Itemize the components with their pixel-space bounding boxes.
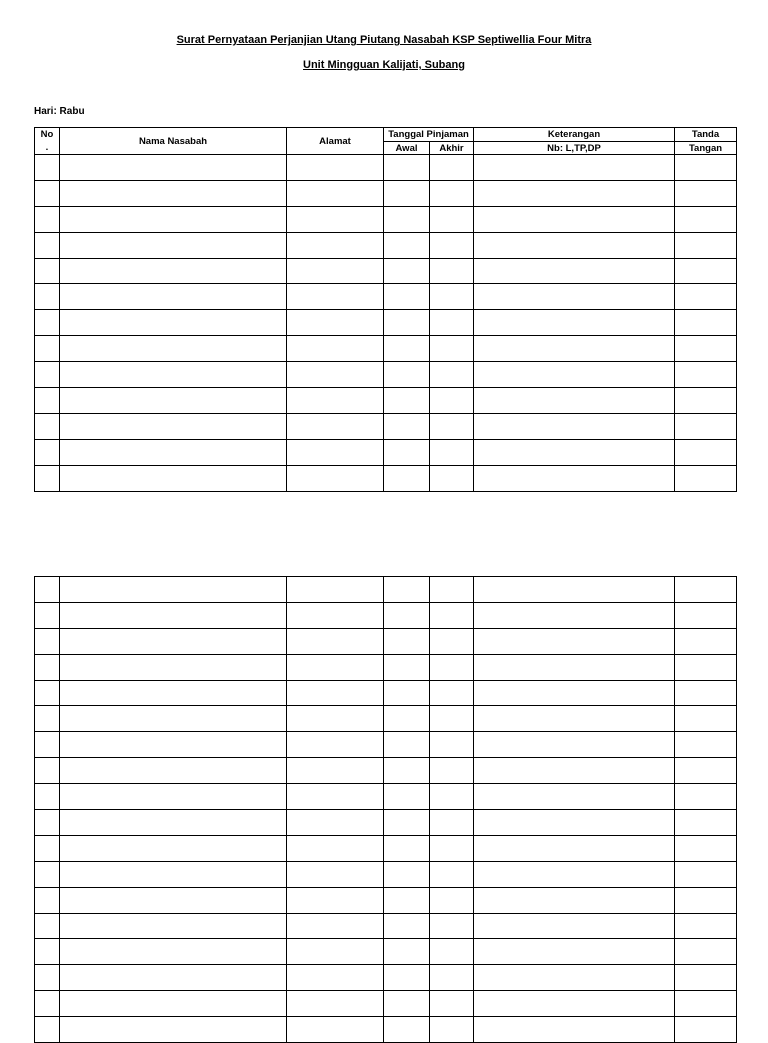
cell-no[interactable]	[35, 362, 60, 388]
cell-no[interactable]	[35, 680, 60, 706]
cell-tanda-tangan[interactable]	[675, 991, 737, 1017]
cell-akhir[interactable]	[430, 706, 474, 732]
cell-awal[interactable]	[384, 362, 430, 388]
cell-akhir[interactable]	[430, 810, 474, 836]
cell-alamat[interactable]	[287, 887, 384, 913]
cell-tanda-tangan[interactable]	[675, 602, 737, 628]
cell-alamat[interactable]	[287, 810, 384, 836]
cell-awal[interactable]	[384, 284, 430, 310]
cell-alamat[interactable]	[287, 1017, 384, 1043]
cell-alamat[interactable]	[287, 965, 384, 991]
header-nama-nasabah: Nama Nasabah	[60, 128, 287, 155]
cell-awal[interactable]	[384, 810, 430, 836]
table-row	[35, 388, 737, 414]
table-row	[35, 810, 737, 836]
cell-nama[interactable]	[60, 784, 287, 810]
cell-no[interactable]	[35, 439, 60, 465]
cell-keterangan[interactable]	[474, 732, 675, 758]
cell-nama[interactable]	[60, 680, 287, 706]
cell-no[interactable]	[35, 232, 60, 258]
cell-akhir[interactable]	[430, 965, 474, 991]
cell-awal[interactable]	[384, 784, 430, 810]
table-row	[35, 939, 737, 965]
cell-nama[interactable]	[60, 465, 287, 491]
cell-akhir[interactable]	[430, 991, 474, 1017]
cell-no[interactable]	[35, 861, 60, 887]
table-row	[35, 861, 737, 887]
cell-no[interactable]	[35, 706, 60, 732]
header-tanda: Tanda	[675, 128, 737, 142]
cell-alamat[interactable]	[287, 206, 384, 232]
cell-nama[interactable]	[60, 155, 287, 181]
cell-awal[interactable]	[384, 706, 430, 732]
table-row	[35, 628, 737, 654]
document-subtitle: Unit Mingguan Kalijati, Subang	[303, 59, 465, 71]
cell-keterangan[interactable]	[474, 180, 675, 206]
cell-nama[interactable]	[60, 232, 287, 258]
cell-nama[interactable]	[60, 628, 287, 654]
cell-akhir[interactable]	[430, 628, 474, 654]
cell-awal[interactable]	[384, 336, 430, 362]
cell-tanda-tangan[interactable]	[675, 180, 737, 206]
cell-akhir[interactable]	[430, 413, 474, 439]
cell-tanda-tangan[interactable]	[675, 258, 737, 284]
cell-akhir[interactable]	[430, 362, 474, 388]
cell-keterangan[interactable]	[474, 413, 675, 439]
cell-nama[interactable]	[60, 388, 287, 414]
cell-keterangan[interactable]	[474, 939, 675, 965]
cell-no[interactable]	[35, 577, 60, 603]
cell-tanda-tangan[interactable]	[675, 861, 737, 887]
cell-no[interactable]	[35, 628, 60, 654]
table-row	[35, 362, 737, 388]
cell-awal[interactable]	[384, 1017, 430, 1043]
cell-alamat[interactable]	[287, 784, 384, 810]
cell-awal[interactable]	[384, 965, 430, 991]
table-row	[35, 465, 737, 491]
table-row	[35, 732, 737, 758]
cell-nama[interactable]	[60, 887, 287, 913]
cell-awal[interactable]	[384, 258, 430, 284]
cell-keterangan[interactable]	[474, 680, 675, 706]
cell-nama[interactable]	[60, 336, 287, 362]
cell-keterangan[interactable]	[474, 913, 675, 939]
header-keterangan: Keterangan	[474, 128, 675, 142]
cell-no[interactable]	[35, 602, 60, 628]
table-row	[35, 577, 737, 603]
cell-tanda-tangan[interactable]	[675, 310, 737, 336]
cell-no[interactable]	[35, 835, 60, 861]
cell-awal[interactable]	[384, 732, 430, 758]
table-row	[35, 965, 737, 991]
cell-akhir[interactable]	[430, 206, 474, 232]
cell-nama[interactable]	[60, 654, 287, 680]
cell-nama[interactable]	[60, 180, 287, 206]
cell-awal[interactable]	[384, 232, 430, 258]
cell-alamat[interactable]	[287, 413, 384, 439]
cell-no[interactable]	[35, 654, 60, 680]
cell-keterangan[interactable]	[474, 965, 675, 991]
cell-tanda-tangan[interactable]	[675, 732, 737, 758]
header-tanggal-pinjaman: Tanggal Pinjaman	[384, 128, 474, 142]
cell-tanda-tangan[interactable]	[675, 680, 737, 706]
cell-nama[interactable]	[60, 913, 287, 939]
cell-alamat[interactable]	[287, 939, 384, 965]
cell-awal[interactable]	[384, 680, 430, 706]
header-no	[35, 128, 60, 155]
cell-alamat[interactable]	[287, 628, 384, 654]
cell-keterangan[interactable]	[474, 628, 675, 654]
cell-keterangan[interactable]	[474, 602, 675, 628]
cell-akhir[interactable]	[430, 439, 474, 465]
cell-tanda-tangan[interactable]	[675, 835, 737, 861]
table-row	[35, 232, 737, 258]
cell-nama[interactable]	[60, 439, 287, 465]
cell-alamat[interactable]	[287, 465, 384, 491]
day-label: Hari: Rabu	[34, 106, 85, 117]
cell-akhir[interactable]	[430, 887, 474, 913]
cell-akhir[interactable]	[430, 732, 474, 758]
cell-alamat[interactable]	[287, 654, 384, 680]
cell-tanda-tangan[interactable]	[675, 388, 737, 414]
cell-no[interactable]	[35, 758, 60, 784]
cell-tanda-tangan[interactable]	[675, 155, 737, 181]
cell-nama[interactable]	[60, 602, 287, 628]
cell-alamat[interactable]	[287, 732, 384, 758]
cell-nama[interactable]	[60, 939, 287, 965]
cell-tanda-tangan[interactable]	[675, 577, 737, 603]
cell-awal[interactable]	[384, 991, 430, 1017]
cell-no[interactable]	[35, 939, 60, 965]
cell-nama[interactable]	[60, 758, 287, 784]
cell-nama[interactable]	[60, 413, 287, 439]
cell-no[interactable]	[35, 258, 60, 284]
cell-akhir[interactable]	[430, 258, 474, 284]
table-row	[35, 835, 737, 861]
cell-awal[interactable]	[384, 155, 430, 181]
cell-alamat[interactable]	[287, 388, 384, 414]
cell-tanda-tangan[interactable]	[675, 784, 737, 810]
cell-alamat[interactable]	[287, 680, 384, 706]
cell-keterangan[interactable]	[474, 758, 675, 784]
cell-akhir[interactable]	[430, 913, 474, 939]
cell-keterangan[interactable]	[474, 284, 675, 310]
customer-loan-table	[34, 127, 737, 492]
cell-nama[interactable]	[60, 258, 287, 284]
cell-alamat[interactable]	[287, 602, 384, 628]
cell-awal[interactable]	[384, 939, 430, 965]
cell-alamat[interactable]	[287, 155, 384, 181]
cell-no[interactable]	[35, 206, 60, 232]
cell-akhir[interactable]	[430, 577, 474, 603]
cell-no[interactable]	[35, 1017, 60, 1043]
cell-keterangan[interactable]	[474, 654, 675, 680]
cell-nama[interactable]	[60, 362, 287, 388]
table-row	[35, 887, 737, 913]
cell-alamat[interactable]	[287, 758, 384, 784]
cell-akhir[interactable]	[430, 680, 474, 706]
cell-keterangan[interactable]	[474, 861, 675, 887]
document-title: Surat Pernyataan Perjanjian Utang Piutang Nasabah KSP Septiwellia Four Mitra	[176, 34, 592, 46]
cell-keterangan[interactable]	[474, 439, 675, 465]
cell-tanda-tangan[interactable]	[675, 465, 737, 491]
cell-tanda-tangan[interactable]	[675, 206, 737, 232]
table-row	[35, 310, 737, 336]
cell-no[interactable]	[35, 991, 60, 1017]
cell-tanda-tangan[interactable]	[675, 439, 737, 465]
cell-awal[interactable]	[384, 602, 430, 628]
cell-nama[interactable]	[60, 965, 287, 991]
cell-keterangan[interactable]	[474, 835, 675, 861]
cell-alamat[interactable]	[287, 180, 384, 206]
cell-akhir[interactable]	[430, 180, 474, 206]
table-row	[35, 258, 737, 284]
cell-akhir[interactable]	[430, 232, 474, 258]
table-row	[35, 706, 737, 732]
cell-alamat[interactable]	[287, 232, 384, 258]
cell-awal[interactable]	[384, 654, 430, 680]
table-row	[35, 784, 737, 810]
cell-keterangan[interactable]	[474, 155, 675, 181]
cell-tanda-tangan[interactable]	[675, 758, 737, 784]
cell-akhir[interactable]	[430, 784, 474, 810]
cell-nama[interactable]	[60, 310, 287, 336]
cell-nama[interactable]	[60, 577, 287, 603]
cell-akhir[interactable]	[430, 155, 474, 181]
cell-keterangan[interactable]	[474, 388, 675, 414]
cell-no[interactable]	[35, 732, 60, 758]
cell-tanda-tangan[interactable]	[675, 362, 737, 388]
cell-awal[interactable]	[384, 861, 430, 887]
cell-keterangan[interactable]	[474, 887, 675, 913]
cell-alamat[interactable]	[287, 913, 384, 939]
header-akhir: Akhir	[430, 142, 474, 155]
cell-nama[interactable]	[60, 861, 287, 887]
cell-tanda-tangan[interactable]	[675, 232, 737, 258]
cell-keterangan[interactable]	[474, 577, 675, 603]
cell-no[interactable]	[35, 310, 60, 336]
cell-tanda-tangan[interactable]	[675, 887, 737, 913]
cell-akhir[interactable]	[430, 835, 474, 861]
cell-awal[interactable]	[384, 413, 430, 439]
cell-tanda-tangan[interactable]	[675, 913, 737, 939]
cell-awal[interactable]	[384, 465, 430, 491]
cell-akhir[interactable]	[430, 861, 474, 887]
cell-nama[interactable]	[60, 835, 287, 861]
cell-keterangan[interactable]	[474, 991, 675, 1017]
cell-no[interactable]	[35, 336, 60, 362]
cell-akhir[interactable]	[430, 284, 474, 310]
cell-keterangan[interactable]	[474, 362, 675, 388]
cell-akhir[interactable]	[430, 310, 474, 336]
header-awal: Awal	[384, 142, 430, 155]
cell-keterangan[interactable]	[474, 784, 675, 810]
cell-no[interactable]	[35, 413, 60, 439]
cell-alamat[interactable]	[287, 706, 384, 732]
table-row	[35, 602, 737, 628]
cell-akhir[interactable]	[430, 939, 474, 965]
cell-awal[interactable]	[384, 835, 430, 861]
cell-tanda-tangan[interactable]	[675, 336, 737, 362]
cell-awal[interactable]	[384, 758, 430, 784]
cell-no[interactable]	[35, 465, 60, 491]
cell-tanda-tangan[interactable]	[675, 706, 737, 732]
table-row	[35, 413, 737, 439]
cell-awal[interactable]	[384, 439, 430, 465]
cell-awal[interactable]	[384, 628, 430, 654]
cell-alamat[interactable]	[287, 439, 384, 465]
cell-tanda-tangan[interactable]	[675, 654, 737, 680]
cell-alamat[interactable]	[287, 310, 384, 336]
table-row	[35, 439, 737, 465]
cell-tanda-tangan[interactable]	[675, 413, 737, 439]
cell-tanda-tangan[interactable]	[675, 284, 737, 310]
cell-no[interactable]	[35, 388, 60, 414]
cell-akhir[interactable]	[430, 602, 474, 628]
cell-alamat[interactable]	[287, 362, 384, 388]
cell-keterangan[interactable]	[474, 810, 675, 836]
cell-keterangan[interactable]	[474, 310, 675, 336]
cell-alamat[interactable]	[287, 991, 384, 1017]
cell-awal[interactable]	[384, 388, 430, 414]
cell-nama[interactable]	[60, 991, 287, 1017]
table-row	[35, 336, 737, 362]
cell-no[interactable]	[35, 810, 60, 836]
cell-alamat[interactable]	[287, 284, 384, 310]
header-tangan: Tangan	[675, 142, 737, 155]
cell-alamat[interactable]	[287, 336, 384, 362]
table-row	[35, 1017, 737, 1043]
cell-akhir[interactable]	[430, 388, 474, 414]
cell-nama[interactable]	[60, 1017, 287, 1043]
cell-no[interactable]	[35, 284, 60, 310]
cell-akhir[interactable]	[430, 758, 474, 784]
cell-awal[interactable]	[384, 913, 430, 939]
cell-tanda-tangan[interactable]	[675, 939, 737, 965]
table-row	[35, 284, 737, 310]
cell-keterangan[interactable]	[474, 706, 675, 732]
cell-alamat[interactable]	[287, 258, 384, 284]
cell-nama[interactable]	[60, 284, 287, 310]
cell-keterangan[interactable]	[474, 1017, 675, 1043]
header-keterangan-note: Nb: L,TP,DP	[474, 142, 675, 155]
cell-keterangan[interactable]	[474, 232, 675, 258]
cell-awal[interactable]	[384, 577, 430, 603]
header-no-line1: No	[40, 129, 54, 140]
cell-keterangan[interactable]	[474, 258, 675, 284]
cell-alamat[interactable]	[287, 577, 384, 603]
table-row	[35, 758, 737, 784]
cell-awal[interactable]	[384, 206, 430, 232]
cell-nama[interactable]	[60, 732, 287, 758]
cell-no[interactable]	[35, 965, 60, 991]
cell-awal[interactable]	[384, 887, 430, 913]
cell-awal[interactable]	[384, 310, 430, 336]
cell-nama[interactable]	[60, 810, 287, 836]
cell-tanda-tangan[interactable]	[675, 965, 737, 991]
table-row	[35, 991, 737, 1017]
cell-keterangan[interactable]	[474, 206, 675, 232]
table-row	[35, 155, 737, 181]
cell-no[interactable]	[35, 913, 60, 939]
cell-keterangan[interactable]	[474, 465, 675, 491]
cell-nama[interactable]	[60, 706, 287, 732]
cell-akhir[interactable]	[430, 654, 474, 680]
cell-akhir[interactable]	[430, 465, 474, 491]
table-row	[35, 680, 737, 706]
cell-keterangan[interactable]	[474, 336, 675, 362]
cell-akhir[interactable]	[430, 336, 474, 362]
table-row	[35, 913, 737, 939]
cell-tanda-tangan[interactable]	[675, 810, 737, 836]
cell-awal[interactable]	[384, 180, 430, 206]
table-row	[35, 180, 737, 206]
cell-no[interactable]	[35, 155, 60, 181]
cell-no[interactable]	[35, 887, 60, 913]
cell-tanda-tangan[interactable]	[675, 628, 737, 654]
table-row	[35, 654, 737, 680]
cell-alamat[interactable]	[287, 861, 384, 887]
cell-alamat[interactable]	[287, 835, 384, 861]
cell-nama[interactable]	[60, 206, 287, 232]
cell-no[interactable]	[35, 784, 60, 810]
header-alamat: Alamat	[287, 128, 384, 155]
cell-akhir[interactable]	[430, 1017, 474, 1043]
header-no-line2: .	[45, 142, 49, 153]
customer-loan-table-continued	[34, 576, 737, 1043]
cell-tanda-tangan[interactable]	[675, 1017, 737, 1043]
cell-no[interactable]	[35, 180, 60, 206]
table-row	[35, 206, 737, 232]
